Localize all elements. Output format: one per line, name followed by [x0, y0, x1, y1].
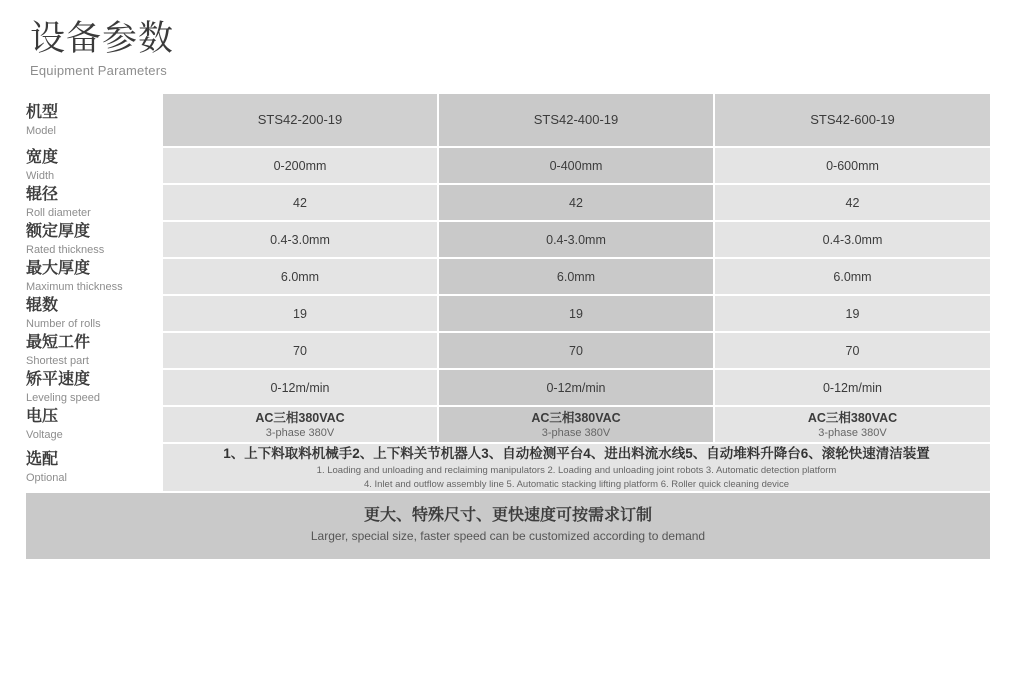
- table-row: [26, 221, 990, 258]
- cell-voltage-col1: [162, 406, 438, 443]
- row-label-cn: 机型: [26, 103, 59, 121]
- row-label-cn: 辊数: [26, 297, 59, 314]
- cell-model-col1: STS42-200-19: [162, 94, 438, 147]
- page-title: [30, 18, 990, 80]
- cell-width-col1: 0-200mm: [162, 147, 438, 184]
- cell-optional-en-line2: 4. Inlet and outflow assembly line 5. Automatic stacking lifting platform 6. Roller quick cleaning device: [363, 479, 790, 490]
- table-row: [26, 369, 990, 406]
- page-title-cn: 设备参数: [30, 19, 175, 58]
- cell-number-of-rolls-col3: 19: [714, 295, 990, 332]
- row-label-shortest-part: [26, 332, 162, 369]
- cell-roll-diameter-col1: 42: [162, 184, 438, 221]
- row-label-en: Width: [26, 170, 55, 182]
- table-row: [26, 332, 990, 369]
- row-label-cn: 额定厚度: [26, 223, 91, 240]
- row-label-cn: 辊径: [26, 186, 59, 203]
- table-row: [26, 406, 990, 443]
- cell-rated-thickness-col3: 0.4-3.0mm: [714, 221, 990, 258]
- row-label-rated-thickness: [26, 221, 162, 258]
- cell-maximum-thickness-col3: 6.0mm: [714, 258, 990, 295]
- cell-voltage-col2: [438, 406, 714, 443]
- row-label-roll-diameter: [26, 184, 162, 221]
- cell-voltage-cn: AC三相380VAC: [807, 410, 898, 425]
- page-title-en: Equipment Parameters: [30, 63, 167, 78]
- cell-voltage-col3: [714, 406, 990, 443]
- row-label-cn: 矫平速度: [26, 371, 91, 388]
- footer-text-cn: 更大、特殊尺寸、更快速度可按需求订制: [363, 507, 652, 524]
- row-label-cn: 最短工件: [26, 334, 91, 351]
- cell-model-col2: STS42-400-19: [438, 94, 714, 147]
- table-row: [26, 258, 990, 295]
- row-label-en: Roll diameter: [26, 207, 91, 219]
- cell-number-of-rolls-col2: 19: [438, 295, 714, 332]
- row-label-en: Number of rolls: [26, 318, 101, 330]
- row-label-voltage: [26, 406, 162, 443]
- cell-roll-diameter-col2: 42: [438, 184, 714, 221]
- footer-banner: [26, 493, 990, 559]
- row-label-cn: 最大厚度: [26, 260, 91, 277]
- row-label-en: Maximum thickness: [26, 281, 123, 293]
- cell-maximum-thickness-col1: 6.0mm: [162, 258, 438, 295]
- row-label-cn: 电压: [26, 408, 59, 425]
- cell-voltage-en: 3-phase 380V: [818, 426, 887, 439]
- table-row: [26, 147, 990, 184]
- cell-model-col3: STS42-600-19: [714, 94, 990, 147]
- cell-leveling-speed-col1: 0-12m/min: [162, 369, 438, 406]
- row-label-en: Model: [26, 124, 56, 137]
- table-row: [26, 94, 990, 147]
- row-label-en: Voltage: [26, 429, 63, 441]
- row-label-en: Shortest part: [26, 355, 89, 367]
- cell-shortest-part-col1: 70: [162, 332, 438, 369]
- row-label-en: Rated thickness: [26, 244, 105, 256]
- table-row: [26, 443, 990, 492]
- cell-roll-diameter-col3: 42: [714, 184, 990, 221]
- footer-text-en: Larger, special size, faster speed can be customized according to demand: [310, 529, 706, 543]
- table-row: [26, 184, 990, 221]
- specifications-table: [26, 94, 990, 493]
- row-label-maximum-thickness: [26, 258, 162, 295]
- cell-leveling-speed-col2: 0-12m/min: [438, 369, 714, 406]
- cell-rated-thickness-col2: 0.4-3.0mm: [438, 221, 714, 258]
- row-label-optional: [26, 443, 162, 492]
- cell-voltage-en: 3-phase 380V: [541, 426, 611, 439]
- cell-optional-cn: 1、上下料取料机械手2、上下料关节机器人3、自动检测平台4、进出料流水线5、自动堆料升降台6、滚轮快速清洁装置: [223, 446, 930, 461]
- cell-width-col2: 0-400mm: [438, 147, 714, 184]
- row-label-cn: 选配: [26, 451, 59, 468]
- cell-shortest-part-col2: 70: [438, 332, 714, 369]
- table-row: [26, 295, 990, 332]
- cell-optional: [162, 443, 990, 492]
- cell-width-col3: 0-600mm: [714, 147, 990, 184]
- cell-maximum-thickness-col2: 6.0mm: [438, 258, 714, 295]
- row-label-model: [26, 94, 162, 147]
- row-label-leveling-speed: [26, 369, 162, 406]
- cell-voltage-cn: AC三相380VAC: [531, 410, 621, 425]
- cell-rated-thickness-col1: 0.4-3.0mm: [162, 221, 438, 258]
- cell-voltage-cn: AC三相380VAC: [255, 410, 345, 425]
- row-label-number-of-rolls: [26, 295, 162, 332]
- row-label-en: Optional: [26, 472, 67, 484]
- cell-leveling-speed-col3: 0-12m/min: [714, 369, 990, 406]
- row-label-width: [26, 147, 162, 184]
- cell-optional-en-line1: 1. Loading and unloading and reclaiming manipulators 2. Loading and unloading joint robots 3. Automatic detection platform: [316, 465, 837, 476]
- row-label-en: Leveling speed: [26, 392, 101, 404]
- cell-number-of-rolls-col1: 19: [162, 295, 438, 332]
- row-label-cn: 宽度: [26, 149, 59, 166]
- cell-shortest-part-col3: 70: [714, 332, 990, 369]
- cell-voltage-en: 3-phase 380V: [265, 426, 335, 439]
